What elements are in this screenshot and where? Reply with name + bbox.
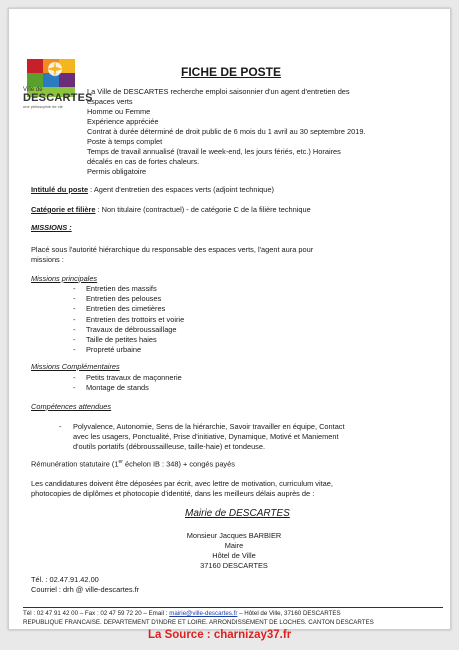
list-item: - Taille de petites haies [73,335,184,345]
list-item: - Entretien des pelouses [73,294,184,304]
contact-tel: Tél. : 02.47.91.42.00 [31,575,99,584]
missions-principales-heading: Missions principales [31,274,98,283]
remuneration [31,457,441,469]
signature-block [159,531,309,571]
intro-line: Homme ou Femme [87,107,151,116]
intro-line: décalés en cas de fortes chaleurs. [87,157,200,166]
footer-contact: Tél : 02 47 91 42 00 – Fax : 02 47 59 72 20 – Email : [23,610,170,617]
signature-city: 37160 DESCARTES [200,561,268,570]
remuneration-sup: er [118,459,123,465]
intitule-text: : Agent d'entretien des espaces verts (adjoint technique) [88,185,274,194]
logo-tagline: une philosophie de vie [23,104,63,109]
mairie-heading: Mairie de DESCARTES [185,508,290,519]
footer-address: – Hôtel de Ville, 37160 DESCARTES [237,610,341,617]
candidatures-block [31,479,446,499]
list-item: - Montage de stands [73,383,182,393]
intro-line: Contrat à durée déterminé de droit public de 6 mois du 1 avril au 30 septembre 2019. [87,127,366,136]
competences-block [59,422,443,452]
categorie-filiere [31,205,441,215]
document-page [8,8,451,630]
source-caption: La Source : charnizay37.fr [148,629,292,641]
intitule-label: Intitulé du poste [31,185,89,194]
page-title: FICHE DE POSTE [181,65,282,79]
intitule-du-poste [31,185,441,195]
intro-line: Expérience appréciée [87,117,159,126]
footer [23,610,443,627]
intro-line: Poste à temps complet [87,137,163,146]
competences-line: avec les usagers, Ponctualité, Prise d'initiative, Dynamique, Motivé et Maniement [73,432,339,441]
competences-item [59,422,443,452]
footer-line-2: REPUBLIQUE FRANCAISE. DEPARTEMENT D'INDRE ET LOIRE. ARRONDISSEMENT DE LOCHES. CANTON DESCARTES [23,618,374,626]
footer-line-1 [23,610,443,619]
list-item: - Propreté urbaine [73,345,184,355]
list-item: - Entretien des trottoirs et voirie [73,315,184,325]
intro-block [87,87,437,177]
logo-text [23,87,93,109]
remuneration-text: Rémunération statutaire (1 [31,459,119,469]
missions-intro-line: Placé sous l'autorité hiérarchique du responsable des espaces verts, l'agent aura pour [31,245,314,254]
intro-line: Permis obligatoire [87,167,147,176]
logo-line-1: Ville de [23,87,43,93]
contact-block [31,575,139,595]
contact-email[interactable]: Courriel : drh @ ville-descartes.fr [31,585,140,594]
missions-heading: MISSIONS : [31,223,72,232]
missions-complementaires-heading: Missions Complémentaires [31,362,120,371]
signature-building: Hôtel de Ville [212,551,256,560]
list-item: - Petits travaux de maçonnerie [73,373,182,383]
competences-line: Polyvalence, Autonomie, Sens de la hiérarchie, Savoir travailler en équipe, Contact [73,422,345,431]
signature-name: Monsieur Jacques BARBIER [186,531,282,540]
signature-role: Maire [224,541,244,550]
list-item: - Entretien des massifs [73,284,184,294]
competences-heading: Compétences attendues [31,402,112,411]
intro-line: Temps de travail annualisé (travail le week-end, les jours fériés, etc.) Horaires [87,147,341,156]
footer-email-link[interactable]: mairie@ville-descartes.fr [169,610,238,617]
missions-complementaires-list [73,373,182,393]
missions-intro-line: missions : [31,255,64,264]
list-item: - Entretien des cimetières [73,304,184,314]
candidatures-line: photocopies de diplômes et photocopie d'identité, dans les meilleurs délais auprès de : [31,489,315,498]
categorie-text: : Non titulaire (contractuel) - de catégorie C de la filière technique [95,205,311,214]
list-item: - Travaux de débroussaillage [73,325,184,335]
footer-divider [23,607,443,608]
competences-line: d'outils portatifs (débroussailleuse, taille-haie) et tondeuse. [73,442,266,451]
intro-line: espaces verts [87,97,133,106]
intro-line: La Ville de DESCARTES recherche emploi saisonnier d'un agent d'entretien des [87,87,350,96]
missions-principales-list [73,284,184,355]
dash-bullet: - [59,422,62,431]
remuneration-text-2: échelon IB : 348) + congés payés [122,459,235,469]
logo-line-2: DESCARTES [23,92,93,104]
missions-intro [31,245,441,265]
candidatures-line: Les candidatures doivent être déposées par écrit, avec lettre de motivation, curriculum vitae, [31,479,333,488]
categorie-label: Catégorie et filière [31,205,96,214]
